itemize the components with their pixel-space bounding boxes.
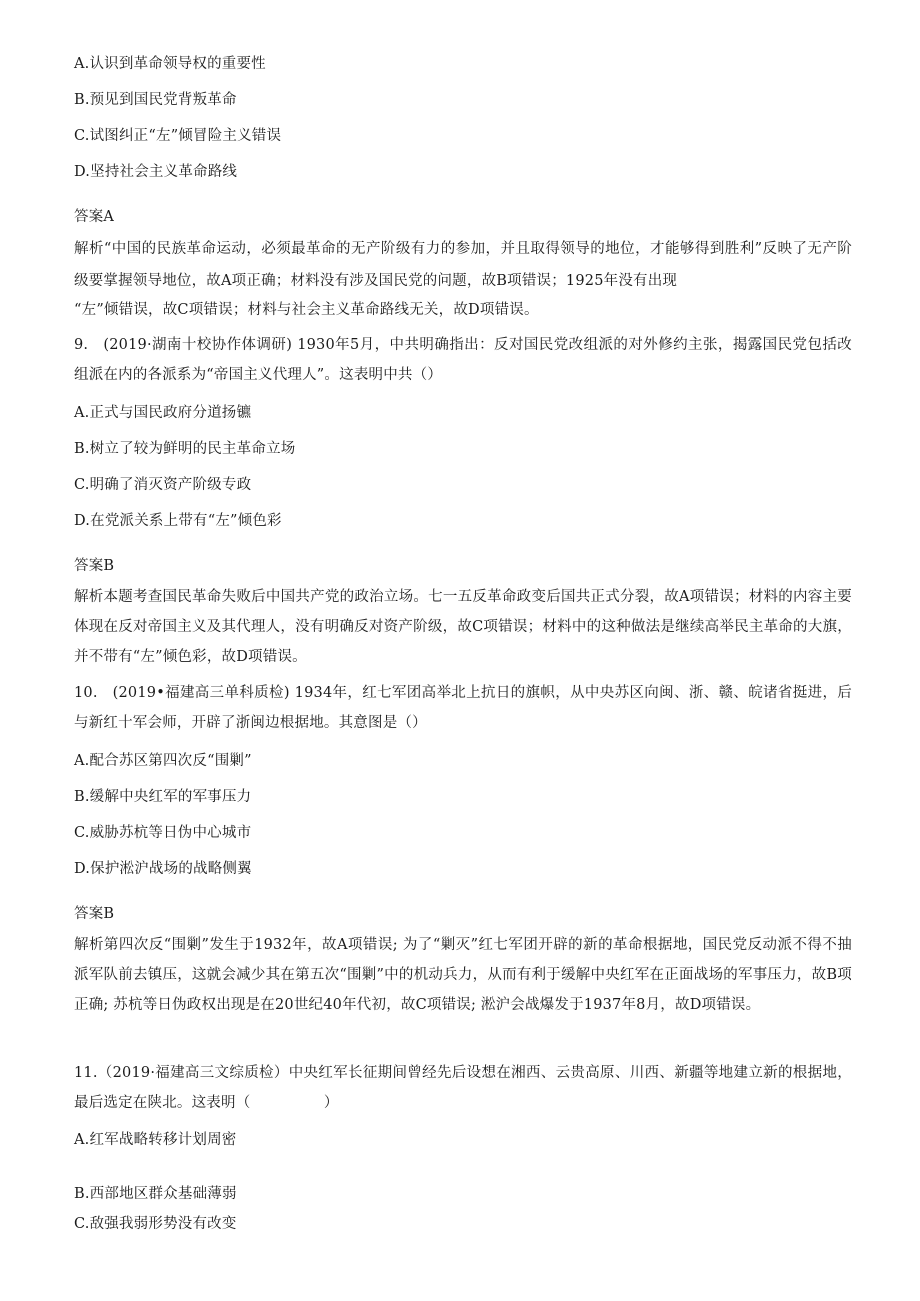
q11-option-a: A.红军战略转移计划周密: [74, 1132, 237, 1148]
q11-stem: 11.（2019·福建高三文综质检）中央红军长征期间曾经先后设想在湘西、云贵高原、川西、新疆等地建立新的根据地，最后选定在陕北。这表明（ ）: [74, 1065, 852, 1111]
q10-option-d: D.保护淞沪战场的战略侧翼: [74, 861, 252, 877]
q10-option-c: C.威胁苏杭等日伪中心城市: [74, 825, 252, 841]
q9-option-b: B.树立了较为鲜明的民主革命立场: [74, 441, 296, 457]
q9-analysis: 解析本题考查国民革命失败后中国共产党的政治立场。七一五反革命政变后国共正式分裂，故A项错误；材料的内容主要体现在反对帝国主义及其代理人，没有明确反对资产阶级，故C项错误；材料中的这种做法是继续高举民主革命的大旗，并不带有“左”倾色彩，故D项错误。: [74, 589, 852, 665]
q10-answer: 答案B: [74, 906, 115, 922]
q9-option-c: C.明确了消灭资产阶级专政: [74, 477, 252, 493]
q10-stem: 10. (2019•福建高三单科质检) 1934年，红七军团高举北上抗日的旗帜，从中央苏区向闽、浙、赣、皖诸省挺进，后与新红十军会师，开辟了浙闽边根据地。其意图是（）: [74, 685, 852, 731]
q8-option-b: B.预见到国民党背叛革命: [74, 92, 237, 108]
q9-answer: 答案B: [74, 558, 115, 574]
q11-option-c: C.敌强我弱形势没有改变: [74, 1216, 237, 1232]
q8-answer: 答案A: [74, 209, 115, 225]
q8-option-c: C.试图纠正“左”倾冒险主义错误: [74, 128, 282, 144]
q8-option-a: A.认识到革命领导权的重要性: [74, 56, 266, 72]
q8-analysis-tail: “左”倾错误，故C项错误；材料与社会主义革命路线无关，故D项错误。: [74, 302, 539, 318]
q10-option-a: A.配合苏区第四次反“围剿”: [74, 753, 252, 769]
q11-option-b: B.西部地区群众基础薄弱: [74, 1186, 237, 1202]
q9-option-d: D.在党派关系上带有“左”倾色彩: [74, 513, 282, 529]
q8-option-d: D.坚持社会主义革命路线: [74, 164, 238, 180]
q10-option-b: B.缓解中央红军的军事压力: [74, 789, 252, 805]
q9-stem: 9. (2019·湖南十校协作体调研) 1930年5月，中共明确指出：反对国民党改组派的对外修约主张，揭露国民党包括改组派在内的各派系为“帝国主义代理人”。这表明中共（）: [74, 337, 852, 383]
q8-analysis: 解析“中国的民族革命运动，必须最革命的无产阶级有力的参加，并且取得领导的地位，才能够得到胜利”反映了无产阶级要掌握领导地位，故A项正确；材料没有涉及国民党的问题，故B项错误；1925年没有出现: [74, 241, 852, 289]
q9-option-a: A.正式与国民政府分道扬镳: [74, 405, 252, 421]
q10-analysis: 解析第四次反“围剿”发生于1932年，故A项错误; 为了“剿灭”红七军团开辟的新的革命根据地，国民党反动派不得不抽派军队前去镇压，这就会减少其在第五次“围剿”中的机动兵力，从而有利于缓解中央红军在正面战场的军事压力，故B项正确; 苏杭等日伪政权出现是在20世纪40年代初，故C项错误; 淞沪会战爆发于1937年8月，故D项错误。: [74, 937, 852, 1013]
